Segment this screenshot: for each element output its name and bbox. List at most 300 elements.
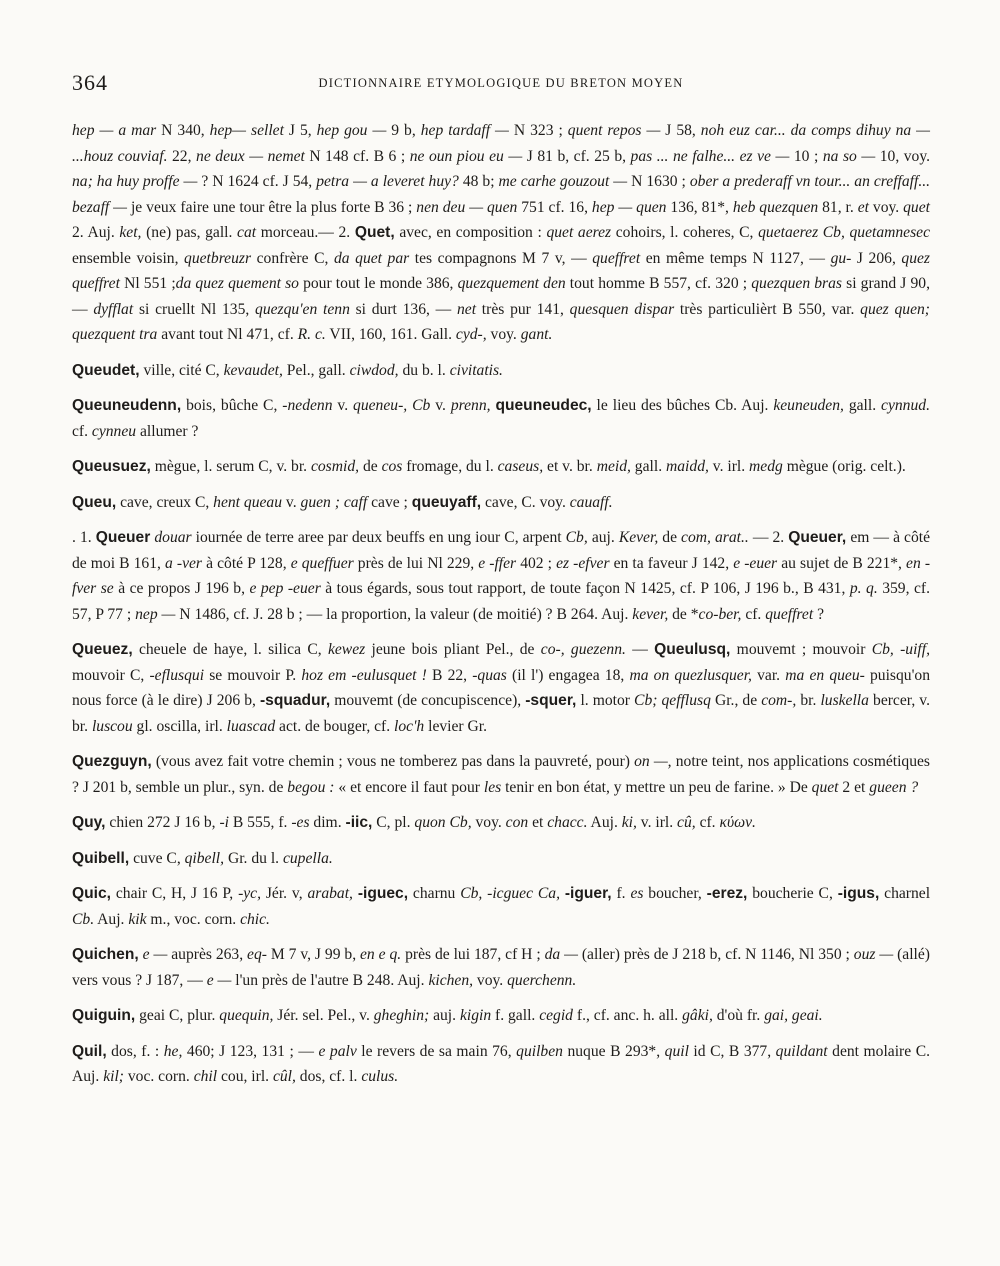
italic-form: hep gou — [316, 122, 387, 139]
entry-text: le lieu des bûches Cb. Auj. [591, 397, 774, 414]
entry-text: N 340, [156, 122, 210, 139]
italic-form: -eflusqui [149, 666, 205, 684]
italic-form: quent repos — [567, 122, 661, 139]
italic-form: kigin [459, 1007, 492, 1024]
italic-form: quetaerez Cb, quetamnesec [758, 224, 931, 241]
italic-form: ki, [621, 814, 637, 831]
entry-text: du b. l. [398, 361, 450, 379]
entry-text: 22, [167, 147, 197, 165]
entry-text: nuque B 293*, [562, 1042, 665, 1060]
entry-text: J 206, [851, 249, 902, 267]
italic-form: loc'h [394, 717, 425, 735]
entry-text: 9 b, [386, 122, 421, 139]
italic-form: qibell, [184, 849, 225, 867]
italic-form: quez quen; quezquent tra [72, 300, 931, 343]
italic-form: cauaff. [569, 493, 613, 511]
entry-text: B 22, [426, 666, 473, 684]
entry-text: le revers de sa main 76, [356, 1042, 517, 1060]
entry-text: Nl 551 ; [119, 275, 176, 292]
headword: Queuer [95, 529, 151, 546]
entry-text: ensemble voisin, [72, 249, 185, 267]
italic-form: gheghin; [373, 1007, 430, 1024]
italic-form: guen ; caff [300, 493, 368, 511]
entry-text: pour tout le monde 386, [298, 275, 458, 292]
entry-text: en même temps N 1127, — [640, 249, 831, 267]
italic-form: kik [128, 910, 147, 928]
entry-text: si cruellt Nl 135, [133, 300, 256, 318]
dictionary-entries [72, 118, 930, 1090]
entry-text: bois, bûche C, [181, 397, 283, 414]
entry-text: avec, en composition : [394, 224, 547, 241]
entry-text: N 148 cf. B 6 ; [304, 147, 410, 165]
italic-form: he, [163, 1042, 183, 1060]
entry-text: bercer, v. br. [72, 692, 930, 735]
italic-form: Kever, [618, 529, 659, 546]
italic-form: quezquen bras [751, 275, 842, 292]
entry-text: cuve C, [129, 849, 185, 867]
entry-queuer [72, 525, 930, 627]
entry-text: mouvoir C, [72, 666, 150, 684]
italic-form: dyfflat [93, 300, 134, 318]
entry-text: voc. corn. [123, 1068, 194, 1085]
entry-text: ? N 1624 cf. J 54, [197, 173, 317, 190]
italic-form: ouz — [853, 946, 894, 963]
italic-form: arabat, [307, 885, 353, 902]
entry-text: N 1486, cf. J. 28 b ; — la proportion, la valeur (de moitié) ? B 264. Auj. [175, 605, 633, 623]
headword: Queulusq, [654, 641, 731, 658]
italic-form: ez -efver [556, 554, 610, 572]
italic-form: civitatis. [449, 361, 503, 379]
italic-form: cat [237, 224, 257, 241]
italic-form: gueen ? [869, 778, 919, 796]
entry-text: jeune bois pliant Pel., de [365, 641, 541, 658]
italic-form: les [483, 778, 502, 796]
entry-text: 2 et [838, 778, 870, 796]
italic-form: -quas [472, 666, 507, 684]
entry-text: f., cf. anc. h. all. [572, 1007, 683, 1024]
entry-text: si durt 136, — [349, 300, 457, 318]
italic-form: kichen, [428, 971, 474, 989]
headword: queuneudec, [495, 397, 592, 414]
entry-text: 460; J 123, 131 ; — [182, 1042, 319, 1060]
italic-form: Cb, -uiff, [871, 641, 930, 658]
italic-form: p. q. [849, 580, 878, 597]
italic-form: quet [811, 778, 839, 796]
italic-form: e queffuer [290, 554, 354, 572]
entry-text: d'où fr. [712, 1007, 765, 1024]
entry-text: var. [751, 666, 786, 684]
italic-form: da quez quement so [175, 275, 299, 292]
entry-text: act. de bouger, cf. [275, 717, 395, 735]
entry-text: allumer ? [136, 422, 199, 440]
italic-form: gu- [830, 249, 852, 267]
entry-text: cheuele de haye, l. silica C, [132, 641, 328, 658]
entry-text: fromage, du l. [402, 458, 498, 475]
entry-text: 136, 81*, [666, 198, 733, 216]
entry-text: avant tout Nl 471, cf. [157, 326, 298, 343]
entry-text: cave, C. voy. [481, 493, 570, 511]
entry-text: l. motor [576, 692, 635, 709]
entry-queudet [72, 358, 930, 384]
entry-text: cave ; [367, 493, 412, 511]
entry-text: Gr. du l. [224, 849, 283, 867]
italic-form: hent queau [213, 493, 283, 511]
entry-text: de [658, 529, 682, 546]
entry-text: (ne) pas, gall. [141, 224, 238, 241]
italic-form: es [630, 885, 644, 902]
entry-text: v. irl. [636, 814, 678, 831]
italic-form: meid, [596, 458, 631, 475]
headword: -squer, [525, 692, 577, 709]
italic-form: e — [142, 946, 168, 963]
entry-text: 2. Auj. [72, 224, 120, 241]
entry-text: dos, f. : [106, 1042, 164, 1060]
entry-text: Auj. [587, 814, 622, 831]
entry-text: charnel [879, 885, 931, 902]
entry-quil [72, 1039, 930, 1090]
entry-text: cohoirs, l. coheres, C, [611, 224, 759, 241]
headword: Quibell, [72, 849, 130, 867]
italic-form: R. c. [297, 326, 326, 343]
italic-form: kewez [327, 641, 366, 658]
entry-text: dent molaire C. Auj. [72, 1042, 930, 1085]
headword: Quy, [72, 814, 106, 831]
entry-text: voy. [486, 326, 521, 343]
entry-text: auj. [429, 1007, 460, 1024]
entry-text: tenir en bon état, y mettre un peu de farine. » De [501, 778, 812, 796]
italic-form: querchenn. [507, 971, 577, 989]
entry-text: f. [611, 885, 631, 902]
italic-form: hep — a mar [72, 122, 157, 139]
italic-form: noh euz car... da comps dihuy na — ...houz couviaf. [72, 122, 931, 165]
entry-text: chair C, H, J 16 P, [111, 885, 239, 902]
headword: -iguer, [564, 885, 612, 902]
italic-form: Cb; qefflusq [634, 692, 711, 709]
italic-form: net [457, 300, 477, 318]
entry-text: l'un près de l'autre B 248. Auj. [231, 971, 429, 989]
entry-text: dim. [309, 814, 346, 831]
headword: Queu, [72, 493, 117, 511]
entry-text: J 81 b, cf. 25 b, [522, 147, 631, 165]
entry-text: 359, cf. 57, P 77 ; [72, 580, 930, 623]
entry-text: dos, cf. l. [295, 1068, 362, 1085]
italic-form: ne oun piou eu — [409, 147, 523, 165]
headword: Quichen, [72, 946, 139, 963]
italic-form: quezquement den [457, 275, 566, 292]
entry-text: J 5, [283, 122, 317, 139]
entry-text: Auj. [94, 910, 129, 928]
italic-form: quequin, [219, 1007, 274, 1024]
entry-text: je veux faire une tour être la plus forte B 36 ; [127, 198, 417, 216]
entry-text: cf. [695, 814, 720, 831]
entry-text: morceau.— 2. [256, 224, 355, 241]
italic-form: luscou [91, 717, 133, 735]
headword: -iic, [345, 814, 373, 831]
page-header [72, 70, 930, 102]
italic-form: ne deux — nemet [196, 147, 305, 165]
italic-form: cû, [677, 814, 696, 831]
entry-quiguin [72, 1003, 930, 1029]
entry-text: cou, irl. [217, 1068, 273, 1085]
italic-form: cynnud. [881, 397, 930, 414]
italic-form: begou : [287, 778, 335, 796]
entry-text: (allé) vers vous ? J 187, — [72, 946, 931, 989]
entry-text: br. [796, 692, 821, 709]
italic-form: quon Cb, [414, 814, 472, 831]
entry-queuneudenn [72, 393, 930, 444]
italic-form: ober a prederaff vn tour... an creffaff... bezaff — [72, 173, 931, 216]
entry-text: 402 ; [516, 554, 557, 572]
italic-form: e — [206, 971, 232, 989]
entry-text: très particulièrt B 550, var. [674, 300, 861, 318]
entry-text: — 2. [748, 529, 789, 546]
italic-form: Cb, -icguec Ca, [460, 885, 560, 902]
italic-form: kevaudet, [223, 361, 283, 379]
entry-text: cave, creux C, [116, 493, 214, 511]
italic-form: nep — [135, 605, 176, 623]
italic-form: eq- [247, 946, 267, 963]
entry-text: ville, cité C, [139, 361, 224, 379]
entry-text: mouvemt (de concupiscence), [330, 692, 526, 709]
italic-form: cupella. [282, 849, 333, 867]
entry-text: gl. oscilla, irl. [132, 717, 227, 735]
entry-text: tout homme B 557, cf. 320 ; [565, 275, 752, 292]
italic-form: chacc. [547, 814, 588, 831]
headword: -squadur, [259, 692, 331, 709]
entry-text: (il l') engagea 18, [506, 666, 630, 684]
italic-form: cyd-, [455, 326, 487, 343]
entry-text: chien 272 J 16 b, [105, 814, 220, 831]
italic-form: douar [154, 529, 192, 546]
entry-text: cf. [741, 605, 766, 623]
entry-text: mègue (orig. celt.). [782, 458, 906, 475]
entry-queusuez [72, 454, 930, 480]
entry-text: au sujet de B 221*, [777, 554, 907, 572]
entry-text: Jér. sel. Pel., v. [273, 1007, 374, 1024]
italic-form: e pep -euer [249, 580, 321, 597]
entry-text: Gr., de [710, 692, 762, 709]
entry-quichen [72, 942, 930, 993]
entry-text: (vous avez fait votre chemin ; vous ne tomberez pas dans la pauvreté, pour) [151, 753, 635, 770]
entry-text: geai C, plur. [135, 1007, 220, 1024]
headword: -erez, [706, 885, 748, 902]
entry-text: confrère C, [251, 249, 334, 267]
italic-form: gai, geai. [764, 1007, 823, 1024]
entry-text: v. [282, 493, 301, 511]
italic-form: quil [664, 1042, 689, 1060]
entry-text: à ce propos J 196 b, [113, 580, 250, 597]
entry-text: N 323 ; [508, 122, 568, 139]
italic-form: gant. [520, 326, 553, 343]
entry-text: charnu [408, 885, 461, 902]
entry-queuez [72, 637, 930, 739]
italic-form: a -ver [165, 554, 203, 572]
entry-text: levier Gr. [424, 717, 488, 735]
entry-text: v. irl. [708, 458, 750, 475]
headword: queuyaff, [411, 493, 482, 511]
italic-form: en -fver se [72, 554, 931, 597]
entry-text: se mouvoir P. [204, 666, 302, 684]
italic-form: -i [219, 814, 229, 831]
italic-form: -es [291, 814, 310, 831]
entry-text: tes compagnons M 7 v, — [409, 249, 593, 267]
italic-form: keuneuden, [773, 397, 844, 414]
italic-form: -nedenn [282, 397, 333, 414]
entry-text: en ta faveur J 142, [609, 554, 734, 572]
entry-text: C, pl. [372, 814, 415, 831]
entry-text: et [528, 814, 548, 831]
italic-form: ma on quezlusquer, [629, 666, 752, 684]
italic-form: e -ffer [478, 554, 517, 572]
entry-quibell [72, 846, 930, 872]
italic-form: quilben [516, 1042, 563, 1060]
entry-text: gall. [630, 458, 666, 475]
entry-quezguyn [72, 749, 930, 800]
headword: Queuneudenn, [72, 397, 182, 414]
italic-form: queffret [592, 249, 641, 267]
italic-form: gâki, [682, 1007, 713, 1024]
entry-text: si grand J 90, — [72, 275, 930, 318]
italic-form: com, arat.. [681, 529, 749, 546]
italic-form: kil; [103, 1068, 124, 1085]
entry-text: voy. [471, 814, 506, 831]
entry-text: gall. [843, 397, 882, 414]
italic-form: com-, [761, 692, 797, 709]
entry-text: f. gall. [491, 1007, 540, 1024]
entry-text: de [359, 458, 382, 475]
entry-text: très pur 141, [476, 300, 570, 318]
italic-form: con [505, 814, 529, 831]
italic-form: ma en queu- [785, 666, 865, 684]
entry-text: voy. [473, 971, 508, 989]
italic-form: prenn, [450, 397, 491, 414]
italic-form: petra — a leveret huy? [316, 173, 459, 190]
italic-form: e -euer [733, 554, 778, 572]
entry-text: (aller) près de J 218 b, cf. N 1146, Nl 350 ; [577, 946, 854, 963]
italic-form: culus. [361, 1068, 399, 1085]
entry-text: 751 cf. 16, [517, 198, 592, 216]
headword: Queuez, [72, 641, 133, 658]
italic-form: quezqu'en tenn [255, 300, 350, 318]
entry-text: mègue, l. serum C, v. br. [150, 458, 311, 475]
italic-form: ket, [119, 224, 142, 241]
running-head: DICTIONNAIRE ETYMOLOGIQUE DU BRETON MOYEN [318, 76, 684, 90]
italic-form: quez queffret [72, 249, 930, 292]
italic-form: luascad [226, 717, 276, 735]
entry-text: em — à côté de moi B 161, [72, 529, 931, 572]
entry-text: M 7 v, J 99 b, [266, 946, 361, 963]
entry-text: Jér. v, [261, 885, 308, 902]
entry-quy [72, 810, 930, 836]
entry-text: B 555, f. [228, 814, 292, 831]
headword: Quet, [354, 224, 395, 241]
italic-form: et [857, 198, 869, 216]
italic-form: queffret [765, 605, 814, 623]
entry-text: et v. br. [543, 458, 597, 475]
entry-text: — [625, 641, 655, 658]
italic-form: hoz em -eulusquet ! [301, 666, 427, 684]
italic-form: cynneu [91, 422, 137, 440]
entry-text: mouvemt ; mouvoir [730, 641, 872, 658]
italic-form: -yc, [238, 885, 261, 902]
italic-form: cosmid, [310, 458, 360, 475]
italic-form: da quet par [333, 249, 410, 267]
entry-text: à tous égards, sous tout rapport, de toute façon N 1425, cf. P 106, J 196 b., B 431, [320, 580, 850, 597]
italic-form: en e q. [360, 946, 402, 963]
entry-text: boucherie C, [747, 885, 838, 902]
italic-form: cegid [539, 1007, 573, 1024]
entry-text: id C, B 377, [688, 1042, 776, 1060]
entry-text: puisqu'on nous force (à le dire) J 206 b, [72, 666, 930, 709]
italic-form: quet [903, 198, 930, 216]
italic-form: co-, guezenn. [540, 641, 626, 658]
headword: Quiguin, [72, 1007, 136, 1024]
italic-form: me carhe gouzout — [498, 173, 628, 190]
italic-form: da — [544, 946, 578, 963]
italic-form: luskella [820, 692, 869, 709]
italic-form: quildant [775, 1042, 828, 1060]
italic-form: cûl, [272, 1068, 296, 1085]
entry-text: N 1630 ; [627, 173, 690, 190]
headword: -igus, [837, 885, 880, 902]
italic-form: quesquen dispar [569, 300, 675, 318]
italic-form: pas ... ne falhe... ez ve — [630, 147, 790, 165]
italic-form: quet aerez [546, 224, 612, 241]
entry-text: cf. [72, 422, 92, 440]
italic-form: on —, [634, 753, 672, 770]
italic-form: chil [193, 1068, 218, 1085]
entry-text: près de lui 187, cf H ; [401, 946, 545, 963]
headword: Queusuez, [72, 458, 151, 475]
italic-form: medg [749, 458, 783, 475]
italic-form: na so — [822, 147, 876, 165]
italic-form: caseus, [497, 458, 544, 475]
italic-form: hep — quen [591, 198, 667, 216]
italic-form: queneu-, Cb [353, 397, 431, 414]
entry-quic [72, 881, 930, 932]
entry-text: ? [813, 605, 824, 623]
italic-form: hep tardaff — [420, 122, 509, 139]
italic-form: κύων. [719, 814, 756, 831]
italic-form: Cb. [72, 910, 95, 928]
entry-text: v. [332, 397, 354, 414]
entry-text: auj. [587, 529, 619, 546]
entry-text: v. [430, 397, 451, 414]
headword: Queudet, [72, 361, 140, 379]
italic-form: chic. [240, 910, 270, 928]
entry-text: de * [668, 605, 699, 623]
entry-queu [72, 490, 930, 516]
headword: Quil, [72, 1042, 107, 1060]
italic-form: heb quezquen [732, 198, 819, 216]
italic-form: hep— sellet [209, 122, 284, 139]
entry-text: près de lui Nl 229, [353, 554, 479, 572]
italic-form: maidd, [666, 458, 709, 475]
italic-form: cos [381, 458, 403, 475]
entry-text: notre teint, nos applications cosmétiques ? J 201 b, semble un plur., syn. de [72, 753, 930, 796]
italic-form: nen deu — quen [416, 198, 518, 216]
headword: -iguec, [357, 885, 409, 902]
entry-text: voy. [868, 198, 904, 216]
page-number: 364 [72, 70, 108, 95]
entry-text: VII, 160, 161. Gall. [325, 326, 456, 343]
entry-text: Pel., gall. [282, 361, 350, 379]
entry-text: iournée de terre aree par deux beuffs en ung iour C, arpent [191, 529, 566, 546]
entry-text: 10, voy. [875, 147, 931, 165]
entry-text: à côté P 128, [202, 554, 291, 572]
italic-form: ciwdod, [349, 361, 399, 379]
italic-form: co-ber, [698, 605, 742, 623]
